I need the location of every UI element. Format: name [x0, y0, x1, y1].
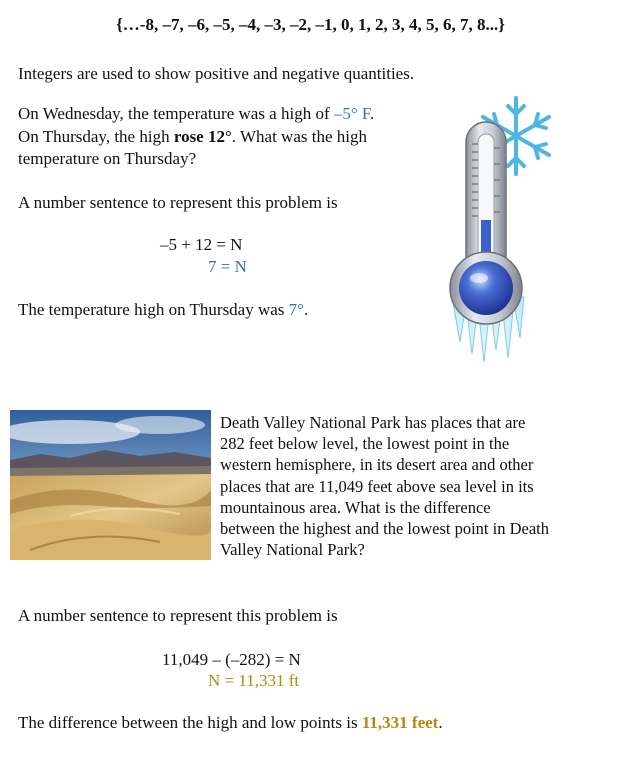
description-line: western hemisphere, in its desert area and other — [220, 455, 534, 475]
description-line: places that are 11,049 feet above sea level in its — [220, 476, 534, 496]
answer-2-suffix: . — [438, 713, 443, 732]
number-sentence-label-2: A number sentence to represent this problem is — [18, 606, 338, 625]
answer-1 — [18, 300, 308, 320]
problem1-line1 — [18, 104, 374, 124]
answer-1-value: 7° — [288, 300, 304, 319]
equation-2-result: N = 11,331 ft — [208, 671, 300, 690]
problem1-line2-suffix: . What was the high — [231, 127, 367, 146]
wednesday-temperature: –5° F — [333, 104, 371, 123]
equation-1-result: 7 = N — [208, 257, 247, 276]
temperature-rise: rose 12° — [173, 127, 232, 146]
problem1-line3: temperature on Thursday? — [18, 149, 197, 168]
answer-1-suffix: . — [303, 300, 309, 319]
intro-text: Integers are used to show positive and negative quantities. — [18, 64, 415, 83]
description-line: Death Valley National Park has places that are — [220, 413, 526, 432]
problem1-line2 — [18, 127, 367, 147]
problem1-line1-suffix: . — [370, 104, 375, 123]
answer-2-value: 11,331 feet — [361, 713, 439, 732]
description-line: mountainous area. What is the difference — [220, 497, 491, 517]
answer-2 — [18, 713, 443, 733]
description-line: 282 feet below level, the lowest point in the — [220, 434, 510, 454]
death-valley-photo — [10, 410, 211, 560]
integer-set: {…-8, –7, –6, –5, –4, –3, –2, –1, 0, 1, 2, 3, 4, 5, 6, 7, 8...} — [116, 15, 505, 34]
equation-1: –5 + 12 = N — [160, 235, 243, 254]
description-line: Valley National Park? — [220, 540, 365, 560]
answer-2-prefix: The difference between the high and low points is — [18, 713, 362, 732]
problem1-line2-prefix: On Thursday, the high — [18, 127, 174, 146]
equation-2: 11,049 – (–282) = N — [162, 650, 301, 669]
problem1-line1-prefix: On Wednesday, the temperature was a high of — [18, 104, 334, 123]
thermometer-icon — [448, 92, 560, 372]
answer-1-prefix: The temperature high on Thursday was — [18, 300, 289, 319]
number-sentence-label-1: A number sentence to represent this problem is — [18, 193, 338, 212]
death-valley-description — [220, 412, 612, 560]
description-line: between the highest and the lowest point in Death — [220, 519, 550, 539]
